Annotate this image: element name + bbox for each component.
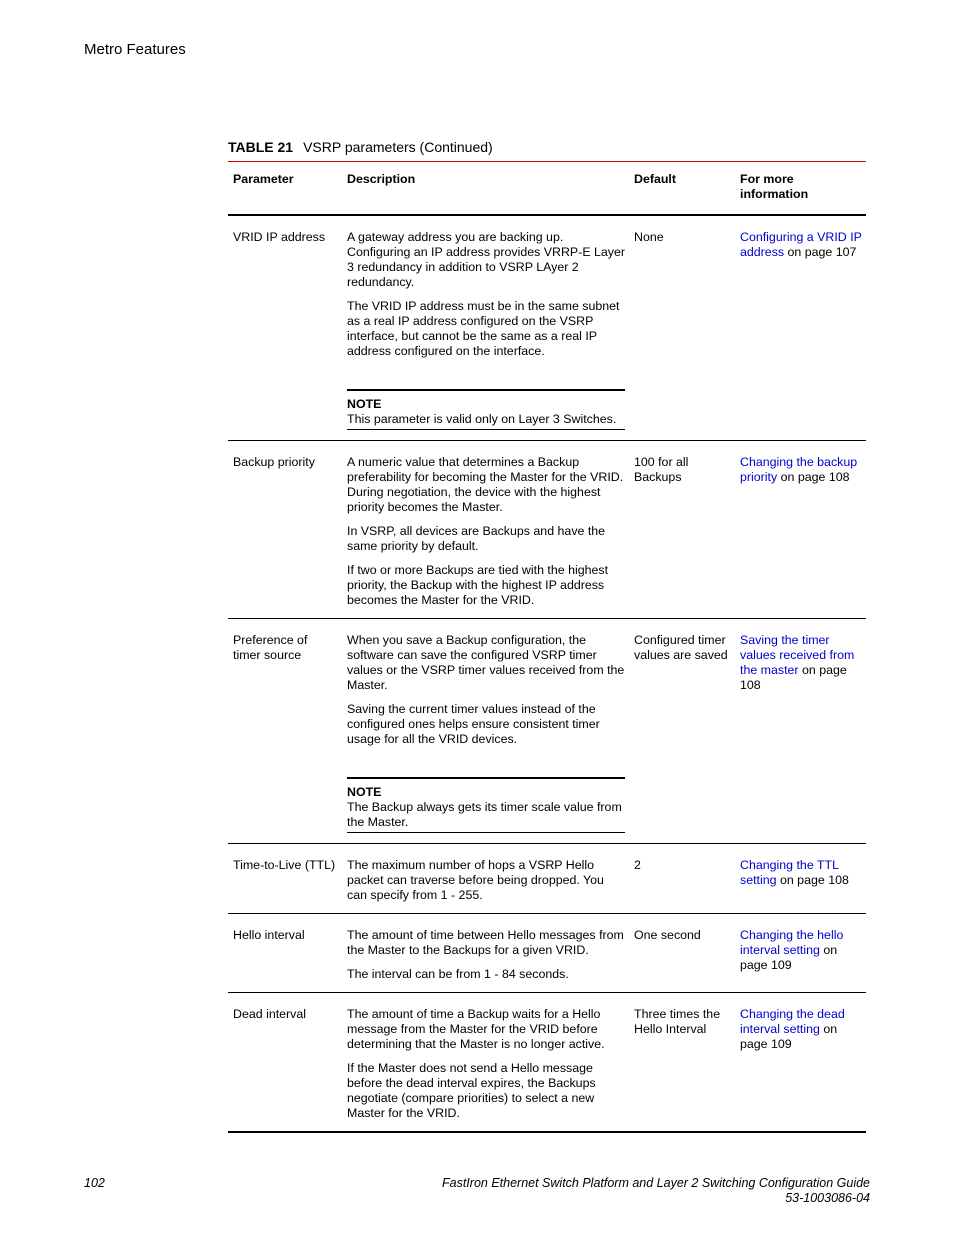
default-cell: One second (629, 914, 735, 993)
more-info-cell (735, 914, 866, 993)
more-info-cell (735, 441, 866, 619)
chapter-title: Metro Features (84, 41, 186, 58)
document-number: 53-1003086-04 (785, 1191, 870, 1205)
note-label: NOTE (347, 397, 382, 411)
default-cell: Configured timer values are saved (629, 619, 735, 844)
table-row (228, 441, 866, 619)
page-reference: on page 108 (777, 470, 850, 484)
description-paragraph: When you save a Backup configuration, the software can save the configured VSRP timer values or the VSRP timer values received from the Master. (347, 633, 625, 692)
cross-reference-link[interactable]: Saving the timer values received from the master (740, 633, 855, 677)
description-paragraph: The amount of time a Backup waits for a Hello message from the Master for the VRID before determining that the Master is no longer active. (347, 1007, 605, 1051)
table-row (228, 215, 866, 441)
description-cell (342, 914, 629, 993)
description-paragraph: The amount of time between Hello messages from the Master to the Backups for a given VRID. (347, 928, 624, 957)
description-paragraph: Saving the current timer values instead of the configured ones helps ensure consistent timer usage for all the VRID devices. (347, 702, 600, 746)
description-paragraph: A gateway address you are backing up. Configuring an IP address provides VRRP-E Layer 3 redundancy in addition to VSRP LAyer 2 redundancy. (347, 230, 626, 289)
table-caption (228, 139, 493, 155)
note-box (347, 777, 625, 833)
cross-reference-link[interactable]: Configuring a VRID IP address (740, 230, 862, 259)
note-text: The Backup always gets its timer scale value from the Master. (347, 800, 622, 829)
table-row (228, 619, 866, 844)
column-header-default: Default (629, 170, 735, 215)
parameter-cell: VRID IP address (228, 215, 342, 441)
note-text: This parameter is valid only on Layer 3 Switches. (347, 412, 617, 426)
cross-reference-link[interactable]: Changing the TTL setting (740, 858, 839, 887)
default-cell: Three times the Hello Interval (629, 993, 735, 1133)
note-box (347, 389, 625, 430)
table-caption-label: TABLE 21 (228, 139, 294, 155)
more-info-cell (735, 844, 866, 914)
document-footer (442, 1176, 870, 1206)
default-cell: None (629, 215, 735, 441)
page-reference: on page 108 (740, 663, 847, 692)
vsrp-parameters-table (228, 170, 866, 1133)
description-cell (342, 619, 629, 844)
column-header-more-info: For more information (735, 170, 866, 215)
description-cell (342, 993, 629, 1133)
page-reference: on page 109 (740, 943, 838, 972)
description-paragraph: A numeric value that determines a Backup preferability for becoming the Master for the VRID. During negotiation, the device with the highest priority becomes the Master. (347, 455, 624, 514)
description-paragraph: If two or more Backups are tied with the highest priority, the Backup with the highest IP address becomes the Master for the VRID. (347, 563, 609, 607)
column-header-parameter: Parameter (228, 170, 342, 215)
description-paragraph: The maximum number of hops a VSRP Hello packet can traverse before being dropped. You can specify from 1 - 255. (347, 858, 604, 902)
caption-rule (228, 161, 866, 162)
parameter-cell: Backup priority (228, 441, 342, 619)
cross-reference-link[interactable]: Changing the backup priority (740, 455, 858, 484)
parameter-cell: Dead interval (228, 993, 342, 1133)
parameter-cell: Time-to-Live (TTL) (228, 844, 342, 914)
parameter-cell: Hello interval (228, 914, 342, 993)
cross-reference-link[interactable]: Changing the dead interval setting (740, 1007, 845, 1036)
description-paragraph: If the Master does not send a Hello message before the dead interval expires, the Backups negotiate (compare priorities) to select a new Master for the VRID. (347, 1061, 596, 1120)
guide-title: FastIron Ethernet Switch Platform and Layer 2 Switching Configuration Guide (442, 1176, 870, 1190)
table-caption-title: VSRP parameters (Continued) (303, 139, 493, 155)
description-cell (342, 844, 629, 914)
page-reference: on page 108 (776, 873, 849, 887)
page-reference: on page 109 (740, 1022, 838, 1051)
table-row (228, 914, 866, 993)
description-paragraph: The interval can be from 1 - 84 seconds. (347, 967, 569, 981)
more-info-cell (735, 619, 866, 844)
more-info-cell (735, 215, 866, 441)
cross-reference-link[interactable]: Changing the hello interval setting (740, 928, 844, 957)
description-paragraph: In VSRP, all devices are Backups and have the same priority by default. (347, 524, 606, 553)
table-header-row (228, 170, 866, 215)
description-cell (342, 215, 629, 441)
table-row (228, 993, 866, 1133)
more-info-cell (735, 993, 866, 1133)
table-row (228, 844, 866, 914)
default-cell: 2 (629, 844, 735, 914)
column-header-description: Description (342, 170, 629, 215)
note-label: NOTE (347, 785, 382, 799)
page-reference: on page 107 (784, 245, 857, 259)
page-number: 102 (84, 1176, 105, 1190)
default-cell: 100 for all Backups (629, 441, 735, 619)
parameter-cell: Preference of timer source (228, 619, 342, 844)
description-cell (342, 441, 629, 619)
description-paragraph: The VRID IP address must be in the same subnet as a real IP address configured on the VSRP interface, but cannot be the same as a real IP address configured on the interface. (347, 299, 620, 358)
